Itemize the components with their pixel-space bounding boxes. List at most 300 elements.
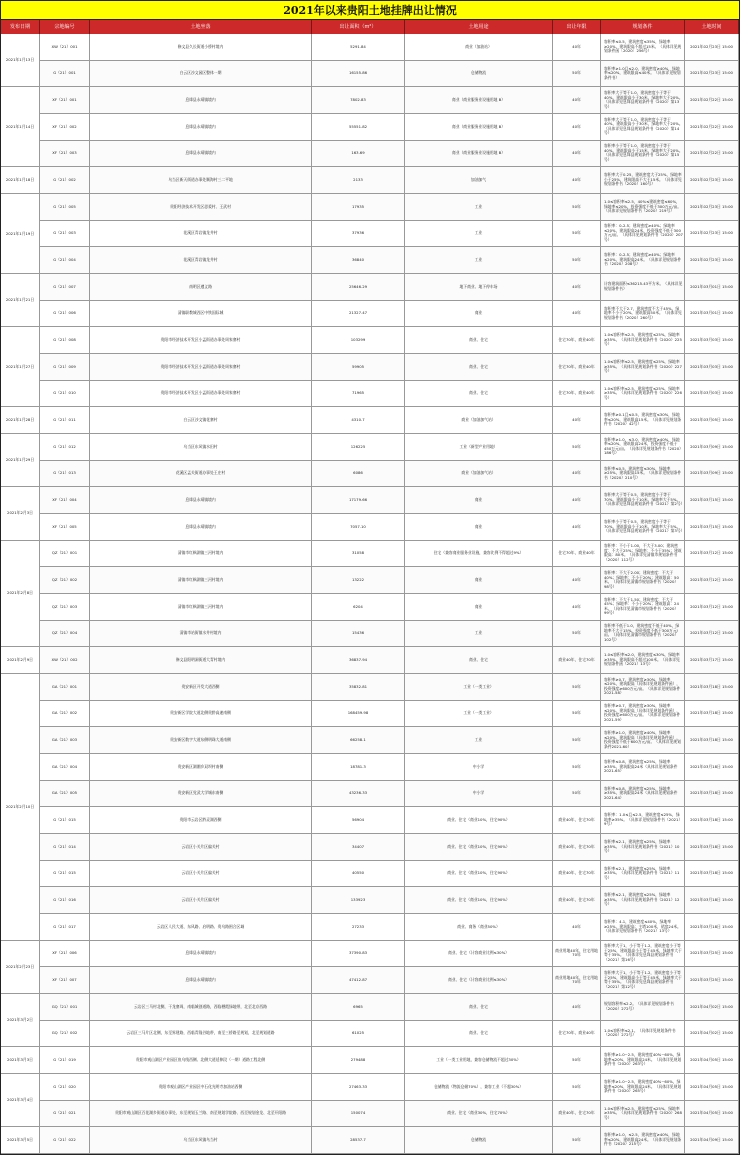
parcel-use: 仓储物流（物流仓储70%），兼容工业（不超30%） xyxy=(405,1074,553,1101)
header-area: 出让面积（m²） xyxy=(312,20,405,34)
header-time: 土地时间 xyxy=(685,20,739,34)
parcel-use: 地下商业、地下停车场 xyxy=(405,274,553,301)
parcel-code: G（21）014 xyxy=(40,834,90,861)
parcel-area: 5291.84 xyxy=(312,34,405,61)
parcel-code: GA（21）002 xyxy=(40,701,90,728)
release-date: 2021年3月4日 xyxy=(1,1074,40,1127)
listing-deadline: 2021年03月18日 15:00 xyxy=(685,754,739,781)
parcel-term: 40年 xyxy=(553,167,601,194)
parcel-use: 商业、住宅（商业10%，住宅90%） xyxy=(405,861,553,888)
parcel-area: 59905 xyxy=(312,354,405,381)
parcel-use: 商业、住宅（商业10%，住宅90%） xyxy=(405,807,553,834)
parcel-conditions: 容积率≤0.5，建筑密度≤35%，绿地率≥20%，建筑限高不超过15米。（具体详见规划条件函〔2020〕256号） xyxy=(601,34,685,61)
parcel-conditions: 容积率≥1.0，≤3.0，建筑密度≥40%，绿地率≤20%，建筑限高24米，投资强度不低于450万元/亩。（具体详见规划条件书（2020）186号） xyxy=(601,434,685,461)
parcel-code: G（21）019 xyxy=(40,1047,90,1074)
parcel-area: 126225 xyxy=(312,434,405,461)
parcel-term: 40年 xyxy=(553,141,601,168)
table-row xyxy=(1,887,739,914)
parcel-conditions: 容积率：不大于1.50；建筑密度：不大于45%；绿地率：不小于20%；建筑限高：24米。（具体详见清镇市规划条件书（2020）99号） xyxy=(601,594,685,621)
parcel-term: 50年 xyxy=(553,727,601,754)
parcel-conditions: 容积率≥1.0且≤2.0，建筑密度≥40%，绿地率≤20%，建筑限高≤40米。（具体详见规划条件书） xyxy=(601,61,685,88)
parcel-area: 47412.87 xyxy=(312,967,405,994)
parcel-area: 34407 xyxy=(312,834,405,861)
parcel-location: 修文县阳明洞街道大青村境内 xyxy=(90,647,312,674)
parcel-location: 贵阳经济技术开发区思爱村、王武村 xyxy=(90,194,312,221)
listing-deadline: 2021年02月23日 15:00 xyxy=(685,34,739,61)
parcel-term: 40年 xyxy=(553,461,601,488)
parcel-use: 中小学 xyxy=(405,754,553,781)
parcel-code: GA（21）003 xyxy=(40,727,90,754)
table-row xyxy=(1,221,739,248)
parcel-term: 40年 xyxy=(553,34,601,61)
parcel-location: 息烽县永靖镇境内 xyxy=(90,967,312,994)
release-date: 2021年2月23日 xyxy=(1,941,40,994)
parcel-location: 花溪区青岩镇龙井村 xyxy=(90,247,312,274)
parcel-area: 66258.1 xyxy=(312,727,405,754)
parcel-use: 商业、住宅 xyxy=(405,647,553,674)
release-date: 2021年1月18日 xyxy=(1,167,40,194)
parcel-code: GQ（21）001 xyxy=(40,994,90,1021)
parcel-use: 商业 xyxy=(405,301,553,328)
parcel-conditions: 容积率小于等于0.5，建筑密度小于等于70%，建筑限高小于10米，绿地率大于5%。（具体详见息烽县规划条件书（2021）第3号） xyxy=(601,514,685,541)
parcel-use: 商业（加油加气站） xyxy=(405,461,553,488)
table-row xyxy=(1,487,739,514)
parcel-conditions: 计容建筑面积≤36215.43平方米。（具体详见规划条件书） xyxy=(601,274,685,301)
parcel-use: 仓储物流 xyxy=(405,61,553,88)
table-row xyxy=(1,274,739,301)
parcel-location: 清镇市红枫湖镇三河村境内 xyxy=(90,541,312,568)
parcel-conditions: 容积率大于等于1.0，建筑密度小于等于40%，建筑限高小于30米，绿地率大于20%。（具体详见息烽县规划条件书（2020）第13号） xyxy=(601,87,685,114)
parcel-area: 36840 xyxy=(312,247,405,274)
parcel-term: 50年 xyxy=(553,61,601,88)
listing-deadline: 2021年03月18日 15:00 xyxy=(685,674,739,701)
parcel-code: G（21）011 xyxy=(40,407,90,434)
release-date: 2021年2月3日 xyxy=(1,487,40,540)
release-date: 2021年3月2日 xyxy=(1,994,40,1047)
parcel-term: 住宅70年，商业40年 xyxy=(553,327,601,354)
table-row xyxy=(1,434,739,461)
parcel-area: 2133 xyxy=(312,167,405,194)
parcel-use: 商业（加油站） xyxy=(405,34,553,61)
parcel-location: 清镇市站街镇水井村境内 xyxy=(90,621,312,648)
parcel-location: 息烽县永靖镇境内 xyxy=(90,87,312,114)
listing-deadline: 2021年03月01日 15:00 xyxy=(685,274,739,301)
parcel-term: 40年 xyxy=(553,514,601,541)
parcel-term: 40年 xyxy=(553,594,601,621)
listing-deadline: 2021年03月09日 15:00 xyxy=(685,434,739,461)
parcel-location: 贵安新区湖潮乡双坝村南侧 xyxy=(90,754,312,781)
parcel-area: 18781.3 xyxy=(312,754,405,781)
release-date: 2021年3月5日 xyxy=(1,1127,40,1154)
listing-table xyxy=(1,34,739,1154)
parcel-use: 商业、住宅 xyxy=(405,1021,553,1048)
parcel-use: 商业（加油加气站） xyxy=(405,407,553,434)
parcel-use: 工业 xyxy=(405,727,553,754)
release-date: 2021年1月13日 xyxy=(1,34,40,87)
parcel-area: 4310.7 xyxy=(312,407,405,434)
table-row xyxy=(1,861,739,888)
parcel-conditions: 1.0≤容积率≤2.5，建筑密度≤25%，绿地率≥35%。（具体详见规划条件书（2020）227号） xyxy=(601,354,685,381)
parcel-code: G（21）010 xyxy=(40,381,90,408)
parcel-area: 15436 xyxy=(312,621,405,648)
parcel-use: 仓储物流 xyxy=(405,1127,553,1154)
release-date: 2021年1月28日 xyxy=(1,407,40,434)
parcel-area: 35832.81 xyxy=(312,674,405,701)
listing-deadline: 2021年03月03日 15:00 xyxy=(685,354,739,381)
release-date: 2021年2月10日 xyxy=(1,674,40,941)
parcel-area: 37936 xyxy=(312,221,405,248)
parcel-conditions: 容积率：不大于2.00；建筑密度：不大于40%；绿地率：不小于20%；建筑限高：50米。（具体详见清镇市规划条件书（2020）98号） xyxy=(601,567,685,594)
parcel-term: 商业40年，住宅70年 xyxy=(553,647,601,674)
parcel-use: 工业（一类工业） xyxy=(405,701,553,728)
parcel-conditions: 容积率≥0.7，建筑密度≥30%，绿地率≤20%，建筑限高（具体详见规划条件函），投资强度≥600万元/亩。（具体详见规划条件2021-59） xyxy=(601,701,685,728)
table-row xyxy=(1,1047,739,1074)
parcel-conditions: 容积率≥0.1且≤0.5，建筑密度≤30%，绿地率≤20%，建筑限高15米。（具体详见规划条件书（2020）42号） xyxy=(601,407,685,434)
parcel-use: 商业（商业服务业设施用地 B） xyxy=(405,87,553,114)
parcel-location: 修文县久长街道小桥村境内 xyxy=(90,34,312,61)
listing-deadline: 2021年04月05日 15:00 xyxy=(685,1074,739,1101)
parcel-term: 40年 xyxy=(553,487,601,514)
parcel-term: 40年 xyxy=(553,914,601,941)
parcel-code: G（21）005 xyxy=(40,194,90,221)
parcel-area: 43236.33 xyxy=(312,781,405,808)
parcel-area: 27233 xyxy=(312,914,405,941)
parcel-use: 商业、住宅（商业10%，住宅90%） xyxy=(405,834,553,861)
table-row xyxy=(1,967,739,994)
listing-deadline: 2021年03月18日 15:00 xyxy=(685,861,739,888)
table-row xyxy=(1,34,739,61)
listing-deadline: 2021年02月23日 15:00 xyxy=(685,194,739,221)
parcel-area: 36837.94 xyxy=(312,647,405,674)
parcel-area: 7802.83 xyxy=(312,87,405,114)
table-row xyxy=(1,621,739,648)
table-row xyxy=(1,834,739,861)
parcel-location: 息烽县永靖镇境内 xyxy=(90,114,312,141)
parcel-conditions: 1.0≤容积率≤2.1。（具体详见规划条件书（2020）272号） xyxy=(601,1021,685,1048)
table-row xyxy=(1,514,739,541)
parcel-code: XF（21）005 xyxy=(40,514,90,541)
table-row xyxy=(1,461,739,488)
header-use: 土地用途 xyxy=(405,20,553,34)
parcel-area: 17179.66 xyxy=(312,487,405,514)
parcel-conditions: 容积率大于等于0.5，建筑密度小于等于70%，建筑限高小于10米，绿地率大于5%。（具体详见息烽县规划条件书（2021）第2号） xyxy=(601,487,685,514)
parcel-use: 住宅（兼容商业服务业设施，兼容比例不得超过9%） xyxy=(405,541,553,568)
parcel-term: 40年 xyxy=(553,87,601,114)
parcel-use: 工业 xyxy=(405,247,553,274)
sheet-title: 2021年以来贵阳土地挂牌出让情况 xyxy=(1,1,739,20)
table-row xyxy=(1,354,739,381)
parcel-area: 37390.83 xyxy=(312,941,405,968)
parcel-term: 50年 xyxy=(553,674,601,701)
listing-deadline: 2021年03月18日 15:00 xyxy=(685,834,739,861)
table-row xyxy=(1,407,739,434)
parcel-code: G（21）015 xyxy=(40,861,90,888)
parcel-term: 商业40年，住宅70年 xyxy=(553,861,601,888)
parcel-use: 商业 xyxy=(405,487,553,514)
listing-deadline: 2021年03月12日 15:00 xyxy=(685,621,739,648)
table-row xyxy=(1,1074,739,1101)
parcel-code: GA（21）005 xyxy=(40,781,90,808)
listing-deadline: 2021年03月25日 15:00 xyxy=(685,967,739,994)
parcel-location: 云岩区小关片区偏关村 xyxy=(90,861,312,888)
parcel-conditions: 容积率≤2.1，建筑密度≤25%，绿地率≥35%。（具体详见规划条件书（2021）12号） xyxy=(601,887,685,914)
parcel-term: 商业用地40年，住宅用地70年 xyxy=(553,941,601,968)
parcel-conditions: 容积率：4.1，建筑密度≤40%，绿地率≥25%，建筑限高：主塔100米，裙房24米。（具体详见规划条件书（2021）13号） xyxy=(601,914,685,941)
parcel-conditions: 容积率≤0.8，建筑密度≤25%，绿地率≥35%，建筑限高24米（具体详见规划条件2021-64） xyxy=(601,781,685,808)
table-row xyxy=(1,247,739,274)
parcel-code: QZ（21）001 xyxy=(40,541,90,568)
listing-deadline: 2021年02月23日 15:00 xyxy=(685,167,739,194)
parcel-location: 贵阳市云岩区黔灵湖西侧 xyxy=(90,807,312,834)
parcel-area: 150074 xyxy=(312,1101,405,1128)
listing-deadline: 2021年03月18日 15:00 xyxy=(685,727,739,754)
parcel-use: 工业 xyxy=(405,221,553,248)
parcel-area: 27463.33 xyxy=(312,1074,405,1101)
parcel-conditions: 容积率≤2.1，建筑密度≤25%，绿地率≥35%。（具体详见规划条件书（2021）10号） xyxy=(601,834,685,861)
parcel-conditions: 1.0≤容积率≤2.0，建筑密度≤30%，绿地率≥35%，建筑限高不超过100米。（具体详见规划条件函（2021）13号） xyxy=(601,647,685,674)
parcel-term: 商业40年，住宅70年 xyxy=(553,887,601,914)
table-row xyxy=(1,194,739,221)
parcel-conditions: 容积率大于1，小于等于1.2，建筑密度小于等于25%，建筑限高小于等于45米，绿地率大于等于35%。（具体详见息烽县规划条件书（2021）第12号） xyxy=(601,967,685,994)
parcel-code: G（21）009 xyxy=(40,354,90,381)
parcel-conditions: 容积率≤2.1，建筑密度≤25%，绿地率≥35%。（具体详见规划条件书（2021）11号） xyxy=(601,861,685,888)
parcel-location: 贵阳市经济技术开发区小孟街道办事处周家寨村 xyxy=(90,327,312,354)
listing-deadline: 2021年02月23日 15:00 xyxy=(685,247,739,274)
parcel-term: 40年 xyxy=(553,301,601,328)
parcel-term: 50年 xyxy=(553,247,601,274)
parcel-area: 28537.7 xyxy=(312,1127,405,1154)
listing-deadline: 2021年03月18日 15:00 xyxy=(685,887,739,914)
parcel-conditions: 容积率≥0.7，建筑密度≥30%，绿地率≤20%，建筑限高（具体详见规划条件函），投资强度≥600万元/亩。（具体详见规划条件2021-58） xyxy=(601,674,685,701)
header-date: 发布日期 xyxy=(1,20,40,34)
table-row xyxy=(1,141,739,168)
table-row xyxy=(1,1101,739,1128)
parcel-location: 贵安新区学院大道北侧贵黔高速南侧 xyxy=(90,701,312,728)
listing-deadline: 2021年04月05日 15:00 xyxy=(685,1101,739,1128)
listing-deadline: 2021年03月25日 15:00 xyxy=(685,941,739,968)
parcel-area: 168459.98 xyxy=(312,701,405,728)
parcel-conditions: 规划容积率≤2.2。（具体详见规划条件书（2020）272号） xyxy=(601,994,685,1021)
parcel-term: 40年 xyxy=(553,274,601,301)
parcel-area: 7057.10 xyxy=(312,514,405,541)
table-row xyxy=(1,647,739,674)
parcel-location: 贵安新区党武大学城东南侧 xyxy=(90,781,312,808)
listing-deadline: 2021年03月18日 15:00 xyxy=(685,701,739,728)
parcel-location: 云岩区三马村北侧，干龙寨周，南临城创道路，西临栖霞绿地带，北至北京西路 xyxy=(90,994,312,1021)
parcel-term: 商业40年，住宅70年 xyxy=(553,834,601,861)
parcel-code: G（21）021 xyxy=(40,1101,90,1128)
listing-deadline: 2021年02月22日 15:00 xyxy=(685,114,739,141)
header-code: 宗地编号 xyxy=(40,20,90,34)
parcel-location: 贵阳市观山湖区产业园区中石化光明寺加油站西侧 xyxy=(90,1074,312,1101)
parcel-code: GA（21）004 xyxy=(40,754,90,781)
table-row xyxy=(1,994,739,1021)
table-row xyxy=(1,1021,739,1048)
parcel-location: 乌当区东风镇水田村 xyxy=(90,434,312,461)
listing-deadline: 2021年03月15日 15:00 xyxy=(685,487,739,514)
parcel-code: XF（21）002 xyxy=(40,114,90,141)
parcel-code: G（21）008 xyxy=(40,327,90,354)
parcel-term: 40年 xyxy=(553,567,601,594)
parcel-conditions: 容积率≥1.0~2.5，建筑密度40%~60%，绿地率≤20%，建筑限高24米。（具体详见规划条件书（2020）263号） xyxy=(601,1047,685,1074)
listing-deadline: 2021年02月22日 15:00 xyxy=(685,141,739,168)
parcel-location: 贵阳市观山湖区百花湖乡街道办事处，东至规划玉兰路、南至规划学院路、西至规划金龙、北至开阳路 xyxy=(90,1101,312,1128)
parcel-conditions: 容积率≥1.0，建筑密度≥40%，绿地率≤20%，建筑限高（具体详见规划条件函），投资强度不低于600万元/亩。（具体详见规划条件2021-60） xyxy=(601,727,685,754)
parcel-code: G（21）020 xyxy=(40,1074,90,1101)
parcel-location: 贵安新区开发大道西侧 xyxy=(90,674,312,701)
parcel-term: 商业40年，住宅70年 xyxy=(553,807,601,834)
parcel-area: 133923 xyxy=(312,887,405,914)
parcel-location: 贵阳市观山湖区产业园区鱼乌线西侧、北侧大道延伸段（一期）道路工程北侧 xyxy=(90,1047,312,1074)
parcel-conditions: 容积率≤0.5，建筑密度≤30%，绿地率≥25%，建筑限高15米。（具体详见规划条件书（2020）210号） xyxy=(601,461,685,488)
listing-deadline: 2021年03月03日 15:00 xyxy=(685,381,739,408)
listing-deadline: 2021年03月03日 15:00 xyxy=(685,327,739,354)
parcel-use: 商业、住宅（计容商业比例≤30%） xyxy=(405,967,553,994)
parcel-conditions: 容积率大于0.25，建筑密度大于25%，绿地率小于25%，建筑限高不大于15米。（具体详见规划条件书（2020）160号） xyxy=(601,167,685,194)
parcel-use: 加油加气 xyxy=(405,167,553,194)
parcel-area: 31058 xyxy=(312,541,405,568)
table-row xyxy=(1,87,739,114)
parcel-term: 住宅70年，商业40年 xyxy=(553,381,601,408)
parcel-use: 商业、住宅 xyxy=(405,354,553,381)
parcel-area: 163.69 xyxy=(312,141,405,168)
parcel-location: 花溪区青岩镇龙井村 xyxy=(90,221,312,248)
table-row xyxy=(1,727,739,754)
parcel-code: G（21）007 xyxy=(40,274,90,301)
header-row xyxy=(1,20,739,34)
listing-deadline: 2021年04月09日 15:00 xyxy=(685,1127,739,1154)
parcel-use: 商业、商务（商业50%） xyxy=(405,914,553,941)
parcel-term: 50年 xyxy=(553,754,601,781)
parcel-conditions: 1.0≤容积率≤2.5，40%≤建筑密度≤60%，绿地率≤20%，投资强度不低于300万元/亩。（具体详见规划条件书（2020）219号） xyxy=(601,194,685,221)
parcel-area: 16155.86 xyxy=(312,61,405,88)
table-row xyxy=(1,701,739,728)
parcel-term: 住宅70年，商业40年 xyxy=(553,1021,601,1048)
release-date: 2021年1月21日 xyxy=(1,274,40,327)
header-term: 出让年限 xyxy=(553,20,601,34)
parcel-code: G（21）022 xyxy=(40,1127,90,1154)
parcel-use: 工业（一类工业） xyxy=(405,674,553,701)
parcel-location: 贵阳市经济技术开发区小孟街道办事处周家寨村 xyxy=(90,354,312,381)
table-row xyxy=(1,567,739,594)
table-row xyxy=(1,807,739,834)
parcel-term: 40年 xyxy=(553,994,601,1021)
parcel-conditions: 容积率小于等于1.0，建筑密度小于等于40%，建筑限高小于15米，绿地率大于20%。（具体详见息烽县规划条件书（2020）第15号） xyxy=(601,141,685,168)
parcel-code: XF（21）006 xyxy=(40,941,90,968)
parcel-location: 白云区沙文镇花寨村 xyxy=(90,407,312,434)
listing-deadline: 2021年03月15日 15:00 xyxy=(685,514,739,541)
parcel-code: QZ（21）003 xyxy=(40,594,90,621)
parcel-conditions: 容积率大于1，小于等于1.2，建筑密度小于等于25%，建筑限高小于等于45米，绿地率大于等于35%。（具体详见息烽县规划条件书（2021）第16号） xyxy=(601,941,685,968)
release-date: 2021年1月19日 xyxy=(1,194,40,274)
parcel-conditions: 容积率不大于2.7，建筑密度不大于45%，绿地率不小于20%，建筑限高50米。（具体详见规划条件书（2020）260号） xyxy=(601,301,685,328)
parcel-location: 云岩区三马片区北侧，东至界建路，西临青隆谷地带，南至三桥路至规划，北至规划道路 xyxy=(90,1021,312,1048)
parcel-location: 云岩区人民大道、东风路、启明路、贵乌路围合区域 xyxy=(90,914,312,941)
listing-deadline: 2021年04月02日 15:00 xyxy=(685,994,739,1021)
parcel-conditions: 容积率大于等于1.0，建筑密度小于等于40%，建筑限高小于30米，绿地率大于20%。（具体详见息烽县规划条件书（2020）第14号） xyxy=(601,114,685,141)
parcel-conditions: 容积率≤0.8，建筑密度≤25%，绿地率≥35%，建筑限高24米（具体详见规划条件2021-65） xyxy=(601,754,685,781)
parcel-term: 住宅70年，商业40年 xyxy=(553,354,601,381)
table-row xyxy=(1,327,739,354)
table-row xyxy=(1,941,739,968)
parcel-location: 清镇市红枫湖镇三河村境内 xyxy=(90,594,312,621)
parcel-code: XF（21）003 xyxy=(40,141,90,168)
parcel-area: 21327.47 xyxy=(312,301,405,328)
parcel-use: 工业 xyxy=(405,194,553,221)
parcel-term: 50年 xyxy=(553,701,601,728)
parcel-term: 50年 xyxy=(553,434,601,461)
release-date: 2021年1月27日 xyxy=(1,327,40,407)
parcel-term: 50年 xyxy=(553,621,601,648)
parcel-area: 13222 xyxy=(312,567,405,594)
parcel-conditions: 1.0≤容积率≤2.5，建筑密度≤25%，绿地率≥35%。（具体详见规划条件书（2020）226号） xyxy=(601,381,685,408)
parcel-conditions: 容积率：1.0≤且≤2.5，建筑密度≤25%，绿地率≥35%。（具体详见规划条件书（2021）9号） xyxy=(601,807,685,834)
parcel-area: 6204 xyxy=(312,594,405,621)
parcel-code: GA（21）001 xyxy=(40,674,90,701)
table-row xyxy=(1,914,739,941)
parcel-term: 商业用地40年，住宅用地70年 xyxy=(553,967,601,994)
parcel-location: 花溪区孟关街道办事处王庄村 xyxy=(90,461,312,488)
parcel-use: 工业 xyxy=(405,621,553,648)
release-date: 2021年2月9日 xyxy=(1,647,40,674)
listing-deadline: 2021年03月01日 15:00 xyxy=(685,301,739,328)
parcel-code: XF（21）004 xyxy=(40,487,90,514)
listing-deadline: 2021年02月23日 15:00 xyxy=(685,221,739,248)
table-row xyxy=(1,594,739,621)
parcel-area: 17935 xyxy=(312,194,405,221)
parcel-location: 白云区沙文园区整体一期 xyxy=(90,61,312,88)
parcel-code: XF（21）001 xyxy=(40,87,90,114)
parcel-code: XW（21）001 xyxy=(40,34,90,61)
parcel-term: 50年 xyxy=(553,1127,601,1154)
parcel-location: 息烽县永靖镇境内 xyxy=(90,514,312,541)
listing-deadline: 2021年03月12日 15:00 xyxy=(685,567,739,594)
table-row xyxy=(1,541,739,568)
parcel-use: 商业 xyxy=(405,567,553,594)
parcel-conditions: 容积率：不小于1.00，不大于3.00；建筑密度：不大于25%；绿地率：不小于35%；建筑限高：80米。（具体详见清镇市规划条件书（2020）112号） xyxy=(601,541,685,568)
parcel-area: 71965 xyxy=(312,381,405,408)
parcel-code: G（21）013 xyxy=(40,461,90,488)
parcel-term: 商业40年，住宅70年 xyxy=(553,1101,601,1128)
table-row xyxy=(1,167,739,194)
table-row xyxy=(1,1127,739,1154)
table-row xyxy=(1,381,739,408)
header-location: 土地坐落 xyxy=(90,20,312,34)
parcel-code: G（21）006 xyxy=(40,301,90,328)
parcel-area: 6086 xyxy=(312,461,405,488)
parcel-term: 40年 xyxy=(553,114,601,141)
parcel-area: 6965 xyxy=(312,994,405,1021)
listing-deadline: 2021年03月12日 15:00 xyxy=(685,541,739,568)
parcel-location: 贵安新区数字大道东侧明珠大道南侧 xyxy=(90,727,312,754)
parcel-use: 商业、住宅（商业10%，住宅90%） xyxy=(405,887,553,914)
parcel-term: 50年 xyxy=(553,781,601,808)
table-row xyxy=(1,301,739,328)
table-row xyxy=(1,754,739,781)
parcel-area: 55551.82 xyxy=(312,114,405,141)
parcel-location: 云岩区小关片区偏关村 xyxy=(90,834,312,861)
release-date: 2021年1月14日 xyxy=(1,87,40,167)
parcel-use: 商业（商业服务业设施用地 B） xyxy=(405,141,553,168)
parcel-use: 商业、住宅（计容商业比例≤30%） xyxy=(405,941,553,968)
parcel-use: 工业（新型产业用地） xyxy=(405,434,553,461)
parcel-conditions: 1.0≤容积率≤2.5，建筑密度≤25%，绿地率≥35%，（具体详见规划条件书（2020）225号） xyxy=(601,327,685,354)
parcel-use: 商业、住宅（商业30%，住宅70%） xyxy=(405,1101,553,1128)
parcel-conditions: 1.0≤容积率≤2.5，建筑密度≤25%，绿地率≥35%。（具体详见规划条件书（2020）268号） xyxy=(601,1101,685,1128)
listing-deadline: 2021年02月23日 15:00 xyxy=(685,61,739,88)
listing-deadline: 2021年03月18日 15:00 xyxy=(685,914,739,941)
parcel-use: 工业（一类工业用地，兼容仓储物流不超过30%） xyxy=(405,1047,553,1074)
